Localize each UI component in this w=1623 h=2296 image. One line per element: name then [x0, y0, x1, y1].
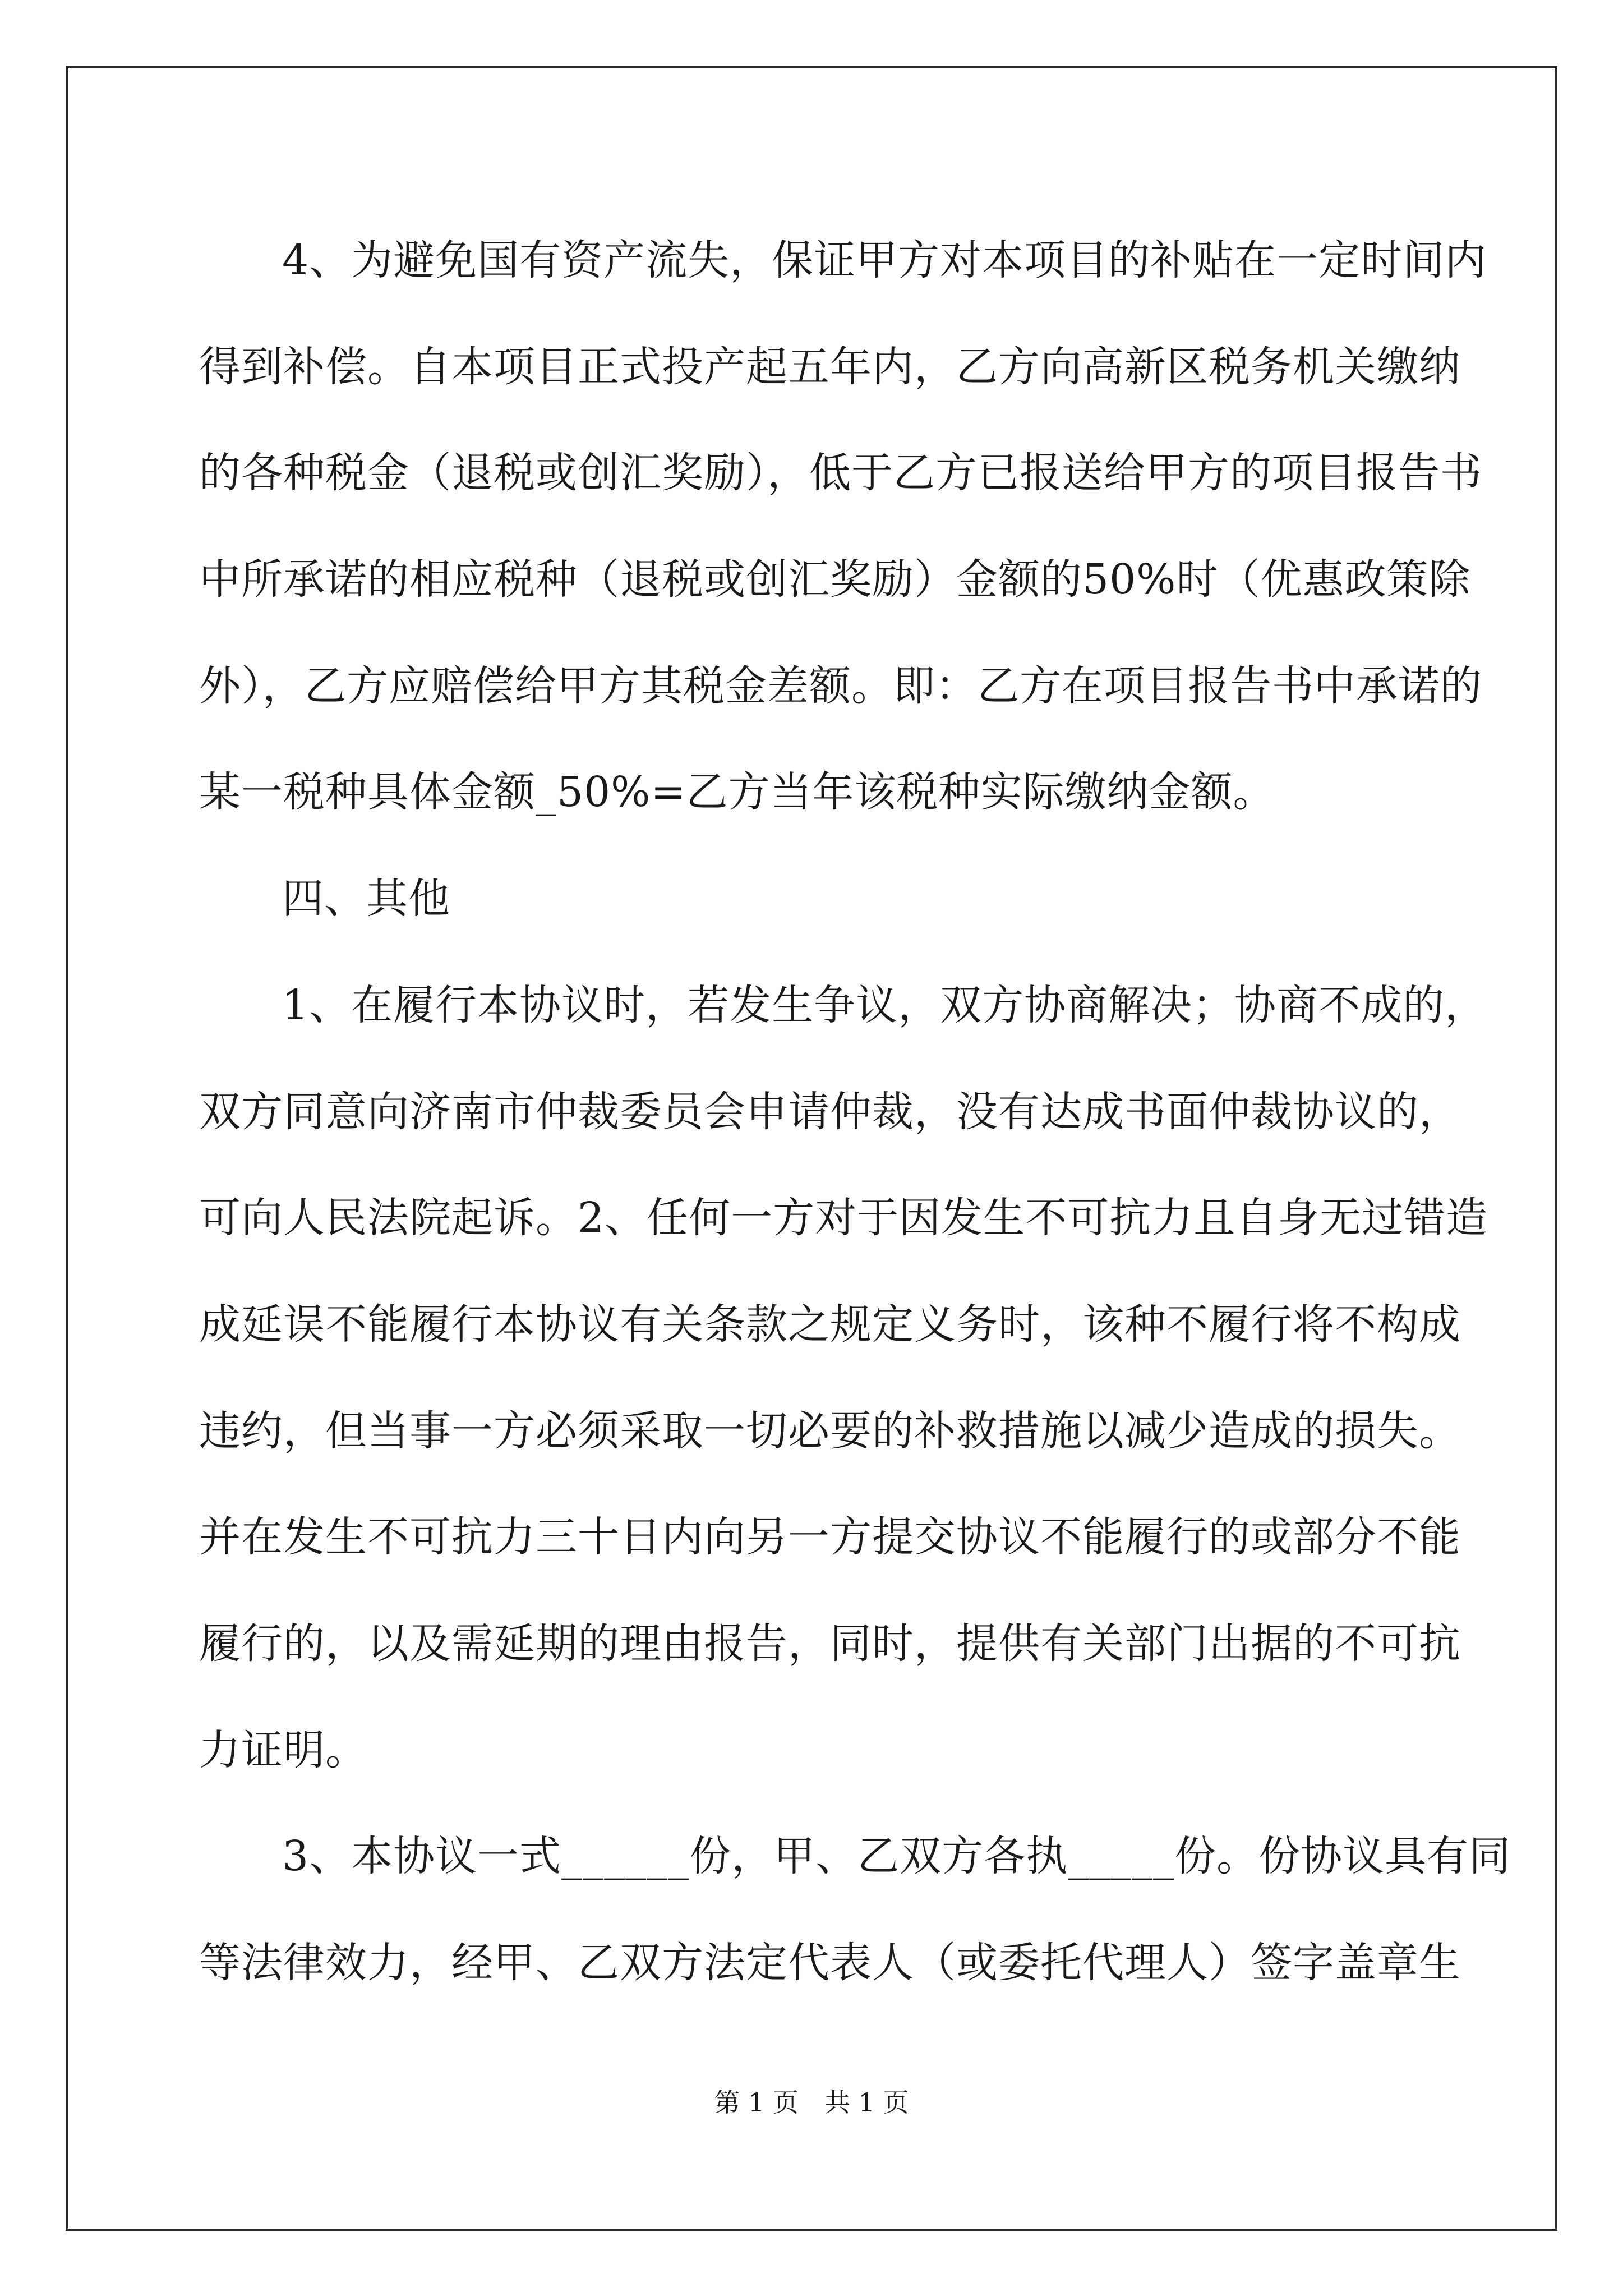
document-body [199, 208, 1511, 2017]
paragraph-line: 等法律效力，经甲、乙双方法定代表人（或委托代理人）签字盖章生 [199, 1939, 1461, 1987]
paragraph-line: 并在发生不可抗力三十日内向另一方提交协议不能履行的或部分不能 [199, 1513, 1461, 1562]
paragraph-line: 1、在履行本协议时，若发生争议，双方协商解决；协商不成的， [282, 981, 1487, 1029]
paragraph-line: 履行的，以及需延期的理由报告，同时，提供有关部门出据的不可抗 [199, 1619, 1461, 1668]
paragraph-line: 可向人民法院起诉。2、任何一方对于因发生不可抗力且自身无过错造 [199, 1194, 1488, 1243]
paragraph-line: 力证明。 [199, 1726, 367, 1774]
page-number: 第 1 页 共 1 页 [714, 2087, 909, 2118]
paragraph-line: 违约，但当事一方必须采取一切必要的补救措施以减少造成的损失。 [199, 1406, 1461, 1455]
paragraph-line: 3、本协议一式______份，甲、乙双方各执_____份。份协议具有同 [282, 1832, 1511, 1881]
paragraph-line: 双方同意向济南市仲裁委员会申请仲裁，没有达成书面仲裁协议的， [199, 1087, 1461, 1136]
paragraph-line: 中所承诺的相应税种（退税或创汇奖励）金额的50%时（优惠政策除 [199, 555, 1471, 604]
paragraph-line: 的各种税金（退税或创汇奖励），低于乙方已报送给甲方的项目报告书 [199, 449, 1482, 498]
paragraph-line: 得到补偿。自本项目正式投产起五年内，乙方向高新区税务机关缴纳 [199, 342, 1461, 391]
section-heading: 四、其他 [282, 875, 450, 923]
paragraph-line: 4、为避免国有资产流失，保证甲方对本项目的补贴在一定时间内 [282, 236, 1487, 284]
paragraph-line: 成延误不能履行本协议有关条款之规定义务时，该种不履行将不构成 [199, 1300, 1461, 1349]
paragraph-line: 某一税种具体金额_50%=乙方当年该税种实际缴纳金额。 [199, 768, 1275, 817]
paragraph-line: 外），乙方应赔偿给甲方其税金差额。即：乙方在项目报告书中承诺的 [199, 661, 1482, 710]
